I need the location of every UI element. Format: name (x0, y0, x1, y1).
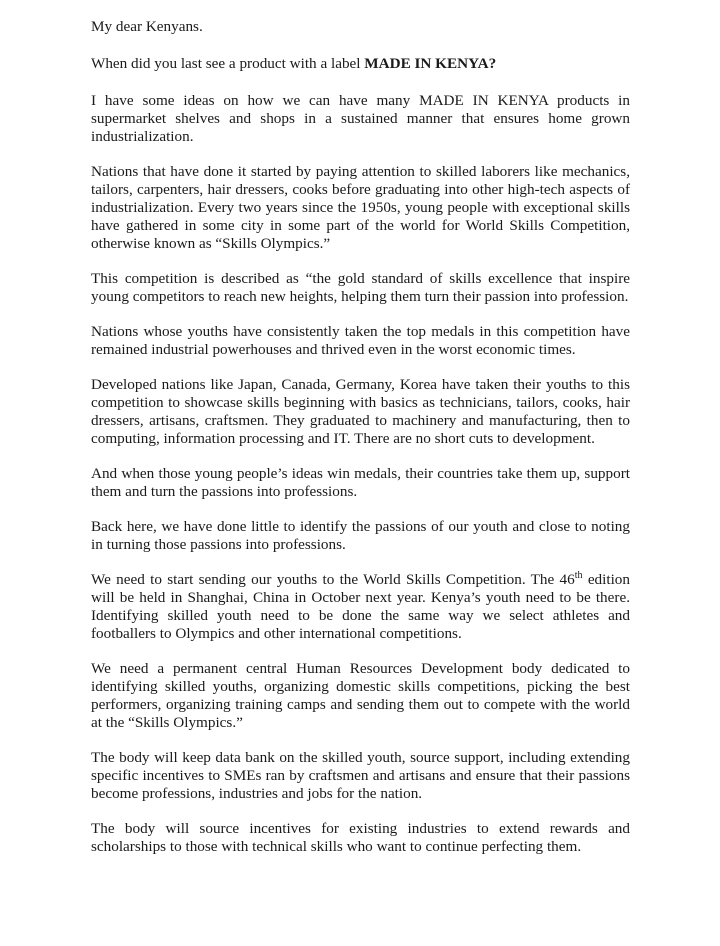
paragraph-world-skills (91, 571, 630, 643)
paragraph-developed-nations: Developed nations like Japan, Canada, Germany, Korea have taken their youths to this competition to showcase skills beginning with basics as technicians, tailors, cooks, hair dressers, artisans, craftsmen. They graduated to machinery and manufacturing, then to computing, information processing and IT. There are no short cuts to development. (91, 376, 630, 447)
greeting: My dear Kenyans. (91, 18, 203, 35)
made-in-kenya-emphasis: MADE IN KENYA? (364, 55, 497, 72)
world-skills-text-a: We need to start sending our youths to the World Skills Competition. The 46 (91, 571, 575, 588)
paragraph-data-bank: The body will keep data bank on the skilled youth, source support, including extending specific incentives to SMEs ran by craftsmen and artisans and ensure that their passions become professions, industries and jobs for the nation. (91, 749, 630, 802)
opening-question (91, 55, 630, 73)
ordinal-suffix: th (574, 569, 583, 581)
world-skills-text-b: edition will be held in Shanghai, China in October next year. Kenya’s youth need to be there. Identifying skilled youth need to be done the same way we select athletes and footballers to Olympics and other international competitions. (91, 571, 630, 642)
question-text: When did you last see a product with a label (91, 55, 365, 72)
paragraph-back-here: Back here, we have done little to identify the passions of our youth and close to noting in turning those passions into professions. (91, 518, 630, 553)
paragraph-medal-nations: Nations whose youths have consistently taken the top medals in this competition have remained industrial powerhouses and thrived even in the worst economic times. (91, 323, 630, 358)
paragraph-hr-body: We need a permanent central Human Resources Development body dedicated to identifying skilled youths, organizing domestic skills competitions, picking the best performers, organizing training camps and sending them out to compete with the world at the “Skills Olympics.” (91, 660, 630, 731)
paragraph-ideas: I have some ideas on how we can have many MADE IN KENYA products in supermarket shelves and shops in a sustained manner that ensures home grown industrialization. (91, 92, 630, 145)
paragraph-incentives: The body will source incentives for existing industries to extend rewards and scholarships to those with technical skills who want to continue perfecting them. (91, 820, 630, 855)
paragraph-nations-history: Nations that have done it started by paying attention to skilled laborers like mechanics, tailors, carpenters, hair dressers, cooks before graduating into other high-tech aspects of industrialization. Every two years since the 1950s, young people with exceptional skills have gathered in some city in some part of the world for World Skills Competition, otherwise known as “Skills Olympics.” (91, 163, 630, 252)
paragraph-medals-professions: And when those young people’s ideas win medals, their countries take them up, support them and turn the passions into professions. (91, 465, 630, 500)
paragraph-competition-description: This competition is described as “the gold standard of skills excellence that inspire young competitors to reach new heights, helping them turn their passion into profession. (91, 270, 630, 305)
